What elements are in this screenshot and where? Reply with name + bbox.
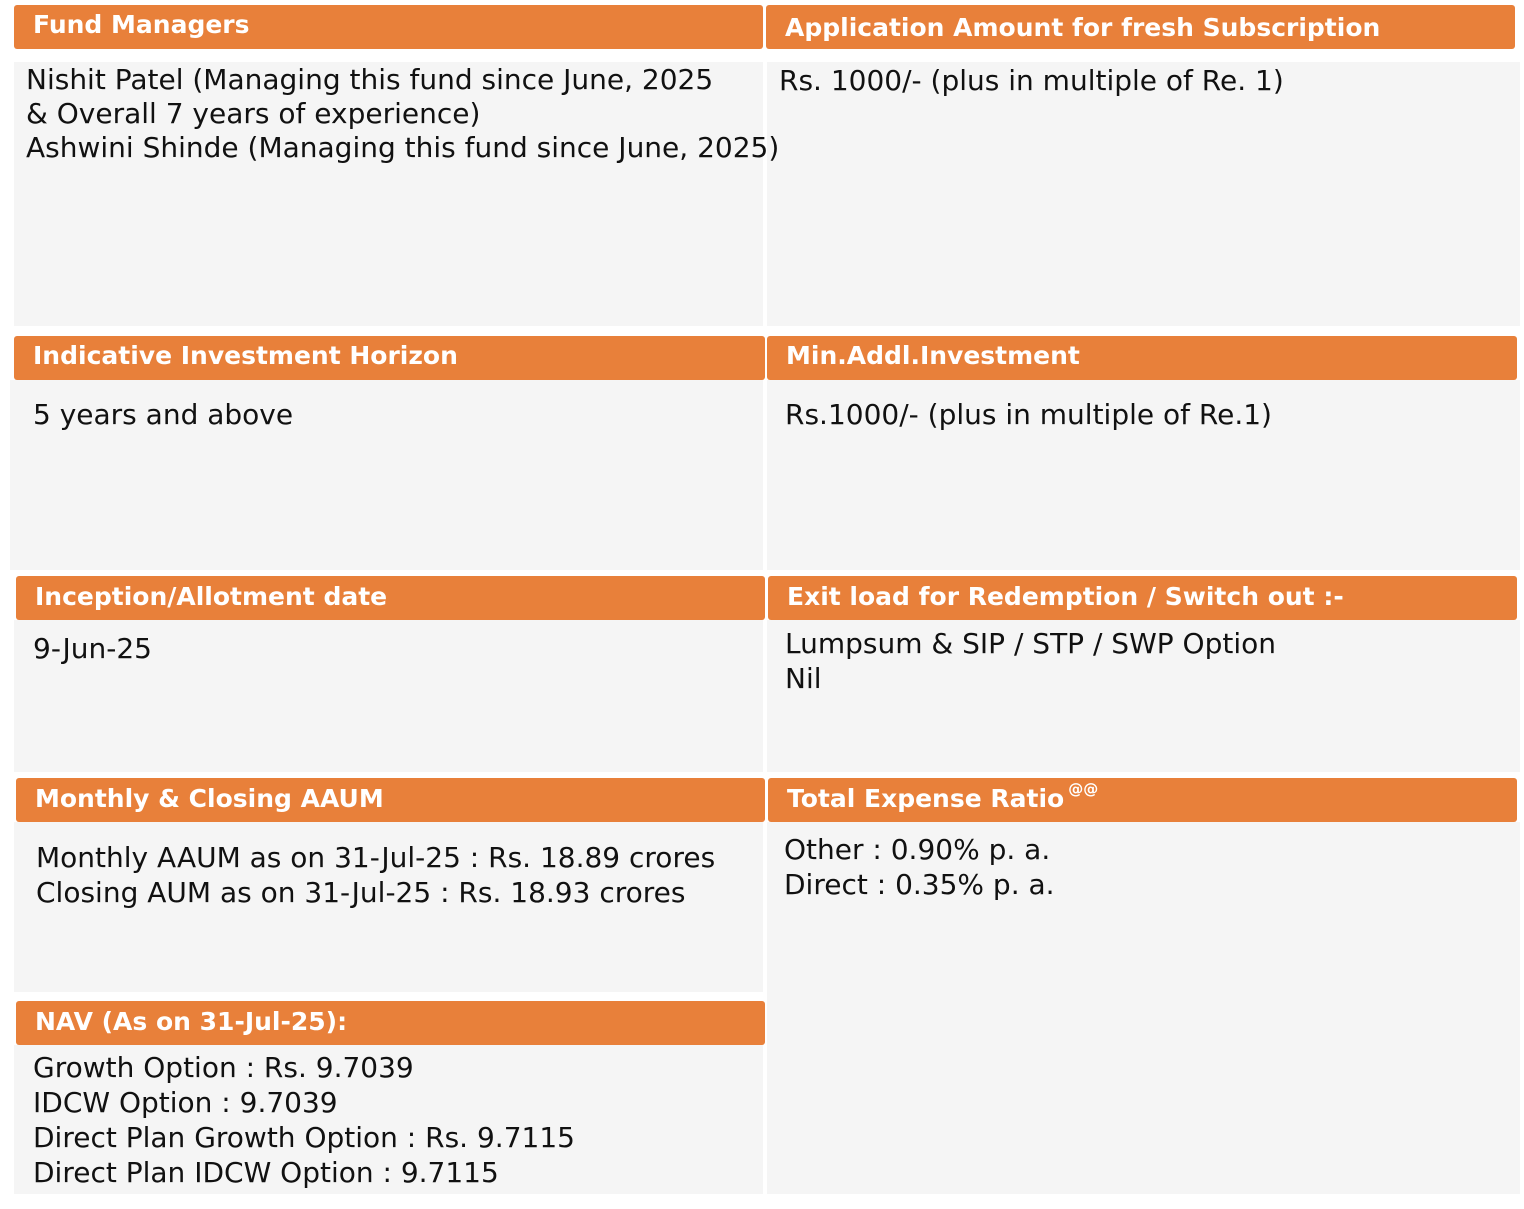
nav-line: IDCW Option : 9.7039 xyxy=(33,1086,338,1119)
inception-date-text xyxy=(33,631,152,666)
exit-load-header: Exit load for Redemption / Switch out :- xyxy=(768,576,1517,620)
fund-manager-line: Ashwini Shinde (Managing this fund since June, 2025) xyxy=(26,131,780,164)
exit-load-option: Lumpsum & SIP / STP / SWP Option xyxy=(785,627,1276,660)
nav-line: Direct Plan Growth Option : Rs. 9.7115 xyxy=(33,1121,575,1154)
min-addl-investment-value: Rs.1000/- (plus in multiple of Re.1) xyxy=(785,398,1272,431)
closing-aum-line: Closing AUM as on 31-Jul-25 : Rs. 18.93 crores xyxy=(36,876,686,909)
nav-line: Growth Option : Rs. 9.7039 xyxy=(33,1051,414,1084)
investment-horizon-text xyxy=(33,397,293,432)
expense-ratio-title: Total Expense Ratio xyxy=(787,784,1065,813)
expense-ratio-footnote-marker: @@ xyxy=(1068,780,1099,798)
fund-managers-text xyxy=(26,63,779,165)
monthly-aaum-line: Monthly AAUM as on 31-Jul-25 : Rs. 18.89 crores xyxy=(36,841,716,874)
exit-load-text xyxy=(785,626,1276,696)
expense-ratio-header xyxy=(768,778,1517,822)
application-amount-header: Application Amount for fresh Subscription xyxy=(766,5,1515,49)
aaum-text xyxy=(36,840,715,910)
inception-date-value: 9-Jun-25 xyxy=(33,632,152,665)
fund-managers-header: Fund Managers xyxy=(14,5,763,49)
application-amount-value: Rs. 1000/- (plus in multiple of Re. 1) xyxy=(779,64,1284,97)
inception-date-header: Inception/Allotment date xyxy=(16,576,765,620)
expense-ratio-text xyxy=(784,832,1055,902)
min-addl-investment-text xyxy=(785,397,1272,432)
nav-header: NAV (As on 31-Jul-25): xyxy=(16,1001,765,1045)
application-amount-text xyxy=(779,63,1284,98)
nav-text xyxy=(33,1050,575,1190)
exit-load-value: Nil xyxy=(785,662,822,695)
nav-line: Direct Plan IDCW Option : 9.7115 xyxy=(33,1156,499,1189)
expense-ratio-other: Other : 0.90% p. a. xyxy=(784,833,1051,866)
fund-manager-line: & Overall 7 years of experience) xyxy=(26,97,481,130)
aaum-header: Monthly & Closing AAUM xyxy=(16,778,765,822)
min-addl-investment-header: Min.Addl.Investment xyxy=(767,336,1517,380)
fund-manager-line: Nishit Patel (Managing this fund since June, 2025 xyxy=(26,63,714,96)
expense-ratio-direct: Direct : 0.35% p. a. xyxy=(784,868,1055,901)
investment-horizon-value: 5 years and above xyxy=(33,398,294,431)
application-amount-panel xyxy=(767,62,1520,326)
investment-horizon-header: Indicative Investment Horizon xyxy=(14,336,765,380)
